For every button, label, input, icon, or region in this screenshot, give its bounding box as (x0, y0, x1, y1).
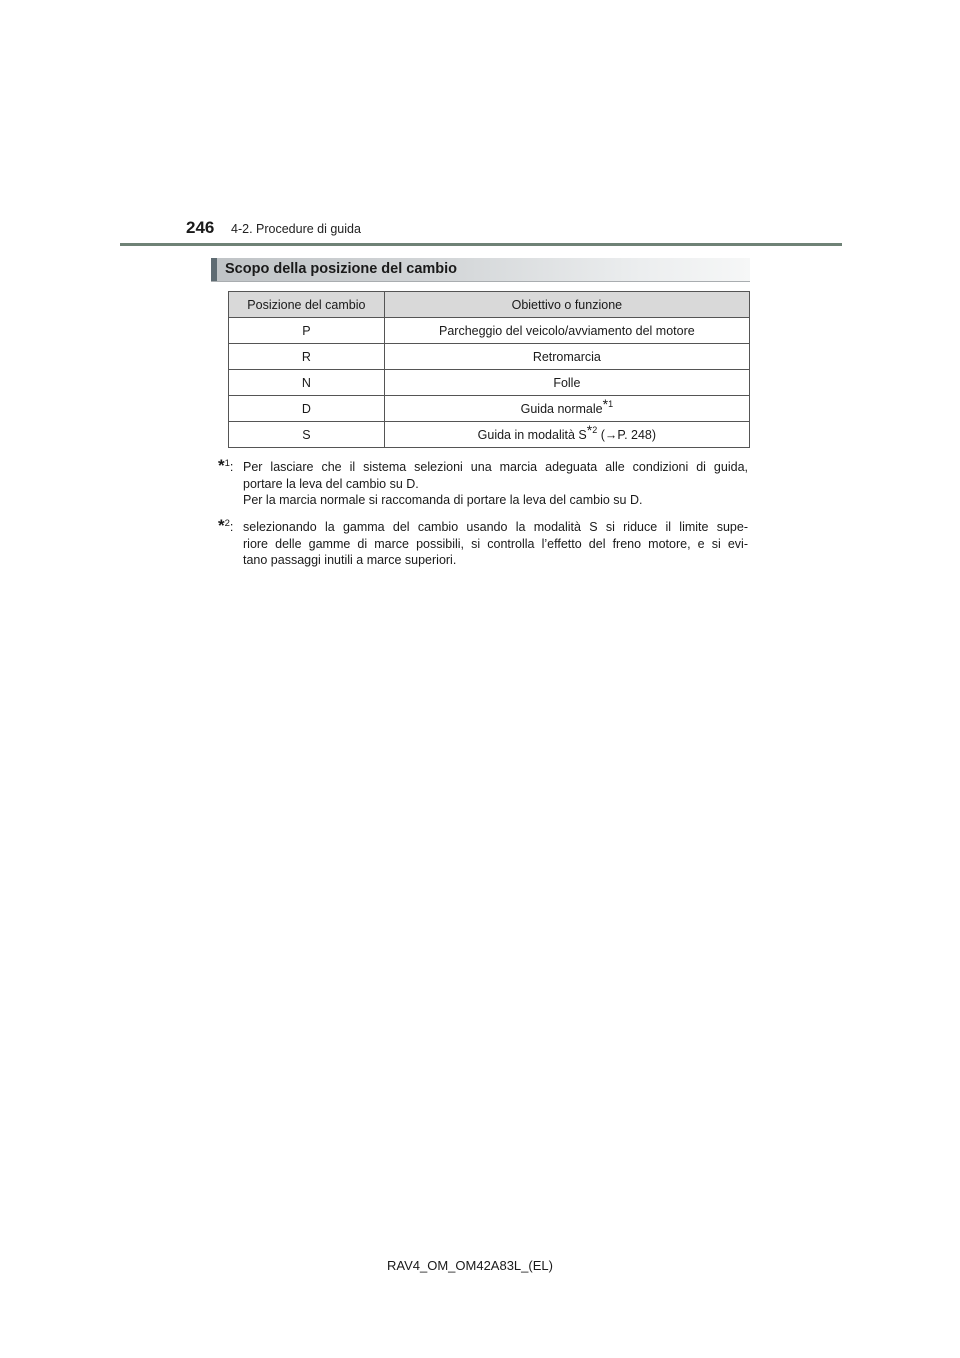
shift-position-table (228, 291, 750, 448)
table-cell-position: D (229, 396, 385, 422)
footnote-colon: : (229, 520, 234, 534)
table-header-row (229, 292, 750, 318)
footnote-line: selezionando la gamma del cambio usando la modalità S si riduce il limite supe- (243, 520, 748, 534)
table-cell-position: N (229, 370, 385, 396)
footnote-number: 2 (224, 518, 230, 529)
footnote-asterisk: * (218, 456, 225, 475)
footnote-asterisk: * (218, 516, 225, 535)
footnote-number: 1 (224, 458, 230, 469)
footnote-asterisk: * (602, 395, 609, 412)
table-row (229, 396, 750, 422)
section-heading (211, 258, 750, 282)
header-rule (120, 243, 842, 246)
function-text: Guida in modalità S (477, 427, 587, 442)
arrow-right-icon: → (604, 427, 618, 442)
table-row (229, 318, 750, 344)
footnote-ref-number: 2 (592, 424, 598, 435)
footnote-line: tano passaggi inutili a marce superiori. (243, 553, 457, 567)
function-text: Guida normale (520, 401, 603, 416)
footnote-2 (218, 516, 748, 569)
table-row (229, 422, 750, 448)
footnote-colon: : (229, 460, 234, 474)
footnote-line: riore delle gamme di marce possibili, si controlla l’effetto del freno motore, e si evi- (243, 536, 748, 551)
table-cell-function: Parcheggio del veicolo/avviamento del motore (384, 318, 749, 344)
document-code: RAV4_OM_OM42A83L_(EL) (387, 1258, 553, 1273)
table-row (229, 344, 750, 370)
table-cell-position: P (229, 318, 385, 344)
section-path: 4-2. Procedure di guida (231, 222, 361, 236)
table-cell-position: S (229, 422, 385, 448)
section-heading-bar (211, 258, 217, 281)
page-ref-link[interactable]: P. 248) (617, 427, 657, 442)
table-header-function: Obiettivo o funzione (384, 292, 749, 318)
table-cell-function: Folle (384, 370, 749, 396)
table-cell-function (384, 422, 749, 448)
footnote-asterisk: * (586, 421, 593, 438)
footnote-ref-number: 1 (608, 398, 614, 409)
footnote-marker (218, 456, 233, 476)
table-cell-position: R (229, 344, 385, 370)
table-cell-function (384, 396, 749, 422)
page-number: 246 (186, 218, 215, 237)
table-row (229, 370, 750, 396)
footnote-line: portare la leva del cambio su D. (243, 476, 419, 491)
section-heading-title: Scopo della posizione del cambio (225, 261, 458, 277)
footnote-marker (218, 516, 233, 536)
footnote-line: Per la marcia normale si raccomanda di portare la leva del cambio su D. (243, 493, 643, 507)
page-ref-open: ( (597, 427, 605, 442)
footnote-1 (218, 456, 748, 509)
table-cell-function: Retromarcia (384, 344, 749, 370)
footnote-line: Per lasciare che il sistema selezioni una marcia adeguata alle condizioni di guida, (243, 460, 748, 474)
table-header-position: Posizione del cambio (229, 292, 385, 318)
